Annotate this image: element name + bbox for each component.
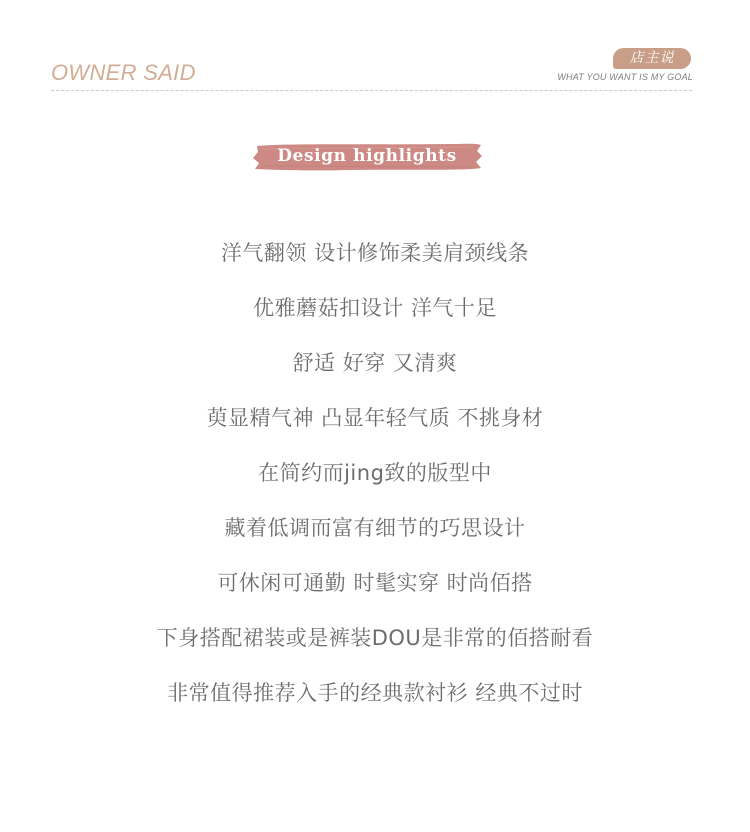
feature-line: 优雅蘑菇扣设计 洋气十足: [253, 296, 497, 320]
feature-line: 洋气翻领 设计修饰柔美肩颈线条: [220, 241, 530, 265]
feature-line: 可休闲可通勤 时髦实穿 时尚佰搭: [217, 571, 533, 595]
owner-badge: 店主说: [613, 48, 691, 69]
dashed-divider: [51, 90, 692, 91]
owner-tagline: WHAT YOU WANT IS MY GOAL: [557, 72, 693, 82]
feature-line: 在简约而jing致的版型中: [258, 461, 492, 485]
feature-line: 下身搭配裙装或是裤装DOU是非常的佰搭耐看: [156, 626, 594, 650]
owner-said-title: OWNER SAID: [51, 60, 196, 85]
feature-line: 藏着低调而富有细节的巧思设计: [224, 516, 526, 540]
feature-line: 萸显精气神 凸显年轻气质 不挑身材: [206, 406, 544, 430]
design-highlights-banner: [251, 141, 483, 173]
feature-lines: [0, 235, 750, 730]
design-highlights-heading: Design highlights: [277, 146, 457, 166]
owner-said-header: [50, 48, 693, 92]
feature-line: 非常值得推荐入手的经典款衬衫 经典不过时: [167, 681, 583, 705]
feature-line: 舒适 好穿 又清爽: [292, 351, 458, 375]
